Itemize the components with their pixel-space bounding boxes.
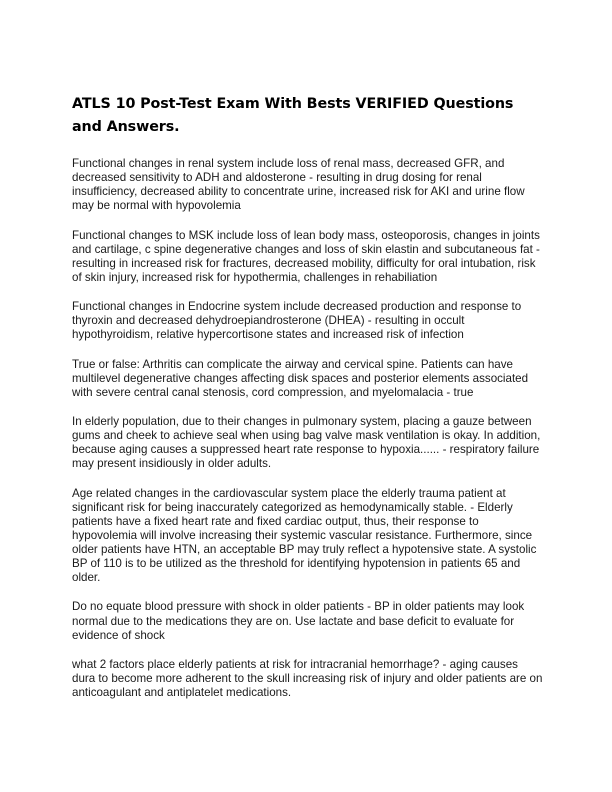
paragraph-blood-pressure: Do no equate blood pressure with shock in older patients - BP in older patients may look normal due to the medications they are on. Use lactate and base deficit to evaluate for evidence of shock (72, 600, 525, 642)
paragraph-arthritis: True or false: Arthritis can complicate the airway and cervical spine. Patients can have multilevel degenerative changes affecting disk spaces and posterior elements associated with severe central canal stenosis, cord compression, and myelomalacia - true (72, 357, 529, 399)
paragraph-intracranial: what 2 factors place elderly patients at risk for intracranial hemorrhage? - aging causes dura to become more adherent to the skull increasing risk of injury and older patients are on anticoagulant and antiplatelet medications. (72, 657, 543, 700)
paragraph-endocrine: Functional changes in Endocrine system include decreased production and response to thyroxin and decreased dehydroepiandrosterone (DHEA) - resulting in occult hypothyroidism, relative hypercortisone states and increased risk of infection (72, 300, 522, 342)
paragraph-renal: Functional changes in renal system include loss of renal mass, decreased GFR, and decreased sensitivity to ADH and aldosterone - resulting in drug dosing for renal insufficiency, decreased ability to concentrate urine, increased risk for AKI and urine flow may be normal with hypovolemia (72, 157, 525, 213)
paragraph-cardiovascular: Age related changes in the cardiovascular system place the elderly trauma patient at significant risk for being inaccurately categorized as hemodynamically stable. - Elderly patients have a fixed heart rate and fixed cardiac output, thus, their response to hypovolemia will involve increasing their systemic vascular resistance. Furthermore, since older patients have HTN, an acceptable BP may truly reflect a hypotensive state. A systolic BP of 110 is to be utilized as the threshold for identifying hypotension in patients 65 and older. (72, 486, 537, 585)
paragraph-msk: Functional changes to MSK include loss of lean body mass, osteoporosis, changes in joints and cartilage, c spine degenerative changes and loss of skin elastin and subcutaneous fat - resulting in increased risk for fractures, decreased mobility, difficulty for oral intubation, risk of skin injury, increased risk for hypothermia, challenges in rehabiliation (72, 228, 540, 284)
document-body (72, 157, 544, 715)
paragraph-pulmonary: In elderly population, due to their changes in pulmonary system, placing a gauze between gums and cheek to achieve seal when using bag valve mask ventilation is okay. In addition, because aging causes a suppressed heart rate response to hypoxia...... - respiratory failure may present insidiously in older adults. (72, 415, 541, 471)
document-title: ATLS 10 Post-Test Exam With Bests VERIFIED Questions and Answers. (72, 96, 514, 135)
